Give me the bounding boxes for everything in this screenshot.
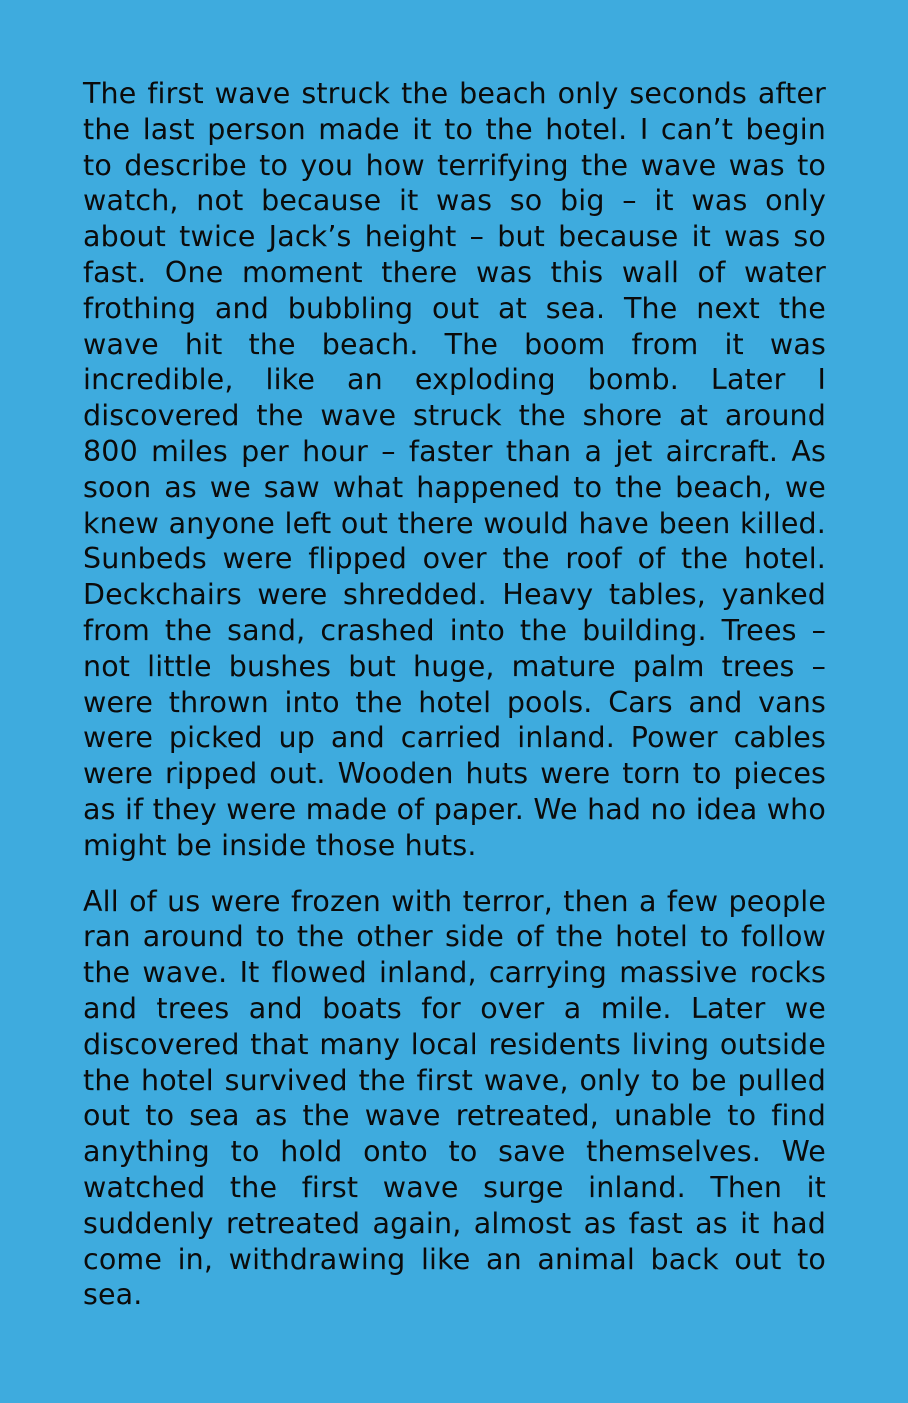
paragraph-wave-retreat: All of us were frozen with terror, then a few people ran around to the other side of the hotel to follow the wave. It flowed inland, carrying massive rocks and trees and boats for over a mile. Later we discovered that many local residents living outside the hotel survived the first wave, only to be pulled out to sea as the wave retreated, unable to find anything to hold onto to save themselves. We watched the first wave surge inland. Then it suddenly retreated again, almost as fast as it had come in, withdrawing like an animal back out to sea.: [83, 884, 826, 1312]
paragraph-first-wave: The first wave struck the beach only seconds after the last person made it to the hotel. I can’t begin to describe to you how terrifying the wave was to watch, not because it was so big – it was only about twice Jack’s height – but because it was so fast. One moment there was this wall of water frothing and bubbling out at sea. The next the wave hit the beach. The boom from it was incredible, like an exploding bomb. Later I discovered the wave struck the shore at around 800 miles per hour – faster than a jet aircraft. As soon as we saw what happened to the beach, we knew anyone left out there would have been killed. Sunbeds were flipped over the roof of the hotel. Deckchairs were shredded. Heavy tables, yanked from the sand, crashed into the building. Trees – not little bushes but huge, mature palm trees – were thrown into the hotel pools. Cars and vans were picked up and carried inland. Power cables were ripped out. Wooden huts were torn to pieces as if they were made of paper. We had no idea who might be inside those huts.: [83, 77, 826, 862]
